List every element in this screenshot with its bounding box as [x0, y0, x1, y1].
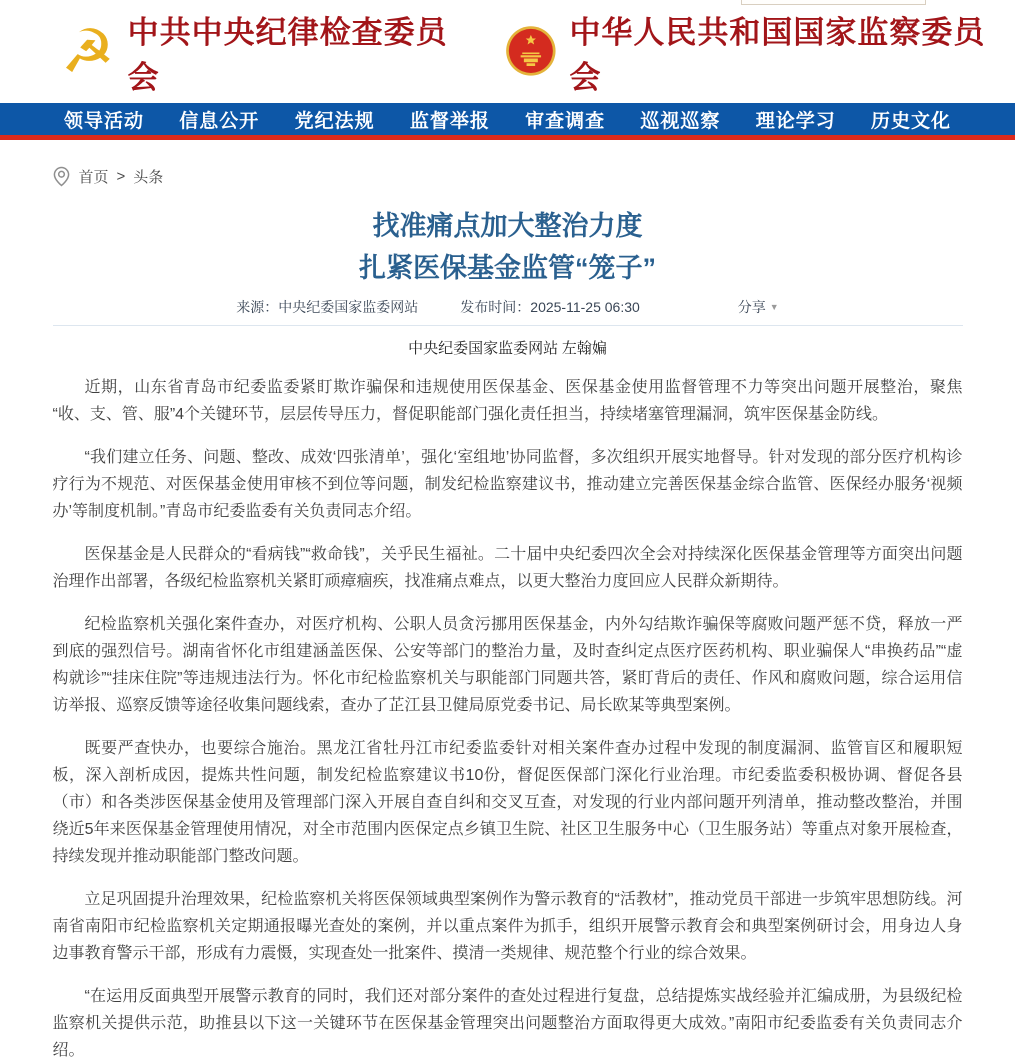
nav-item-theory-study[interactable]: 理论学习: [755, 110, 836, 132]
search-input[interactable]: [741, 0, 926, 5]
article-paragraph-3: 医保基金是人民群众的“看病钱”“救命钱”，关乎民生福祉。二十届中央纪委四次全会对持续深化医保基金管理等方面突出问题治理作出部署，各级纪检监察机关紧盯顽瘴痼疾，找准痛点难点，以更大整治力度回应人民群众新期待。: [52, 546, 963, 590]
breadcrumb-separator: >: [116, 168, 126, 185]
breadcrumb-current[interactable]: 头条: [133, 169, 164, 186]
publish-value: 2025-11-25 06:30: [530, 299, 640, 315]
nav-item-info-disclosure[interactable]: 信息公开: [179, 110, 260, 132]
location-pin-icon: [53, 166, 70, 187]
site-header: [0, 0, 1015, 103]
meta-divider: [53, 325, 963, 326]
nav-item-party-discipline[interactable]: 党纪法规: [294, 110, 375, 132]
article-title-line2: 扎紧医保基金监管“笼子”: [359, 253, 656, 283]
nsc-title: 中华人民共和国国家监察委员会: [569, 14, 986, 95]
article-title: [53, 205, 963, 289]
share-button[interactable]: [738, 297, 779, 317]
brand-ccdi[interactable]: [54, 7, 478, 97]
article-paragraph-7: “在运用反面典型开展警示教育的同时，我们还对部分案件的查处过程进行复盘，总结提炼实战经验并汇编成册，为县级纪检监察机关提供示范，助推县以下这一关键环节在医保基金管理突出问题整治方面取得更大成效。”南阳市纪委监委有关负责同志介绍。: [52, 988, 963, 1059]
article-source: [236, 297, 418, 317]
article-paragraph-2: “我们建立任务、问题、整改、成效‘四张清单’，强化‘室组地’协同监督，多次组织开展实地督导。针对发现的部分医疗机构诊疗行为不规范、对医保基金使用审核不到位等问题，制发纪检监察建议书，推动建立完善医保基金综合监管、医保经办服务‘视频办’等制度机制。”青岛市纪委监委有关负责同志介绍。: [52, 449, 963, 520]
article-paragraph-5: 既要严查快办，也要综合施治。黑龙江省牡丹江市纪委监委针对相关案件查办过程中发现的制度漏洞、监管盲区和履职短板，深入剖析成因，提炼共性问题，制发纪检监察建议书10份，督促医保部门深化行业治理。市纪委监委积极协调、督促各县（市）和各类涉医保基金使用及管理部门深入开展自查自纠和交叉互查，对发现的行业内部问题开列清单，推动整改整治，并围绕近5年来医保基金管理使用情况，对全市范围内医保定点乡镇卫生院、社区卫生服务中心（卫生服务站）等重点对象开展检查，持续发现并推动职能部门整改问题。: [52, 740, 963, 865]
source-label: 来源：: [236, 299, 279, 315]
national-emblem-icon: [504, 23, 558, 81]
share-label: 分享: [737, 299, 766, 315]
chevron-down-icon: ▼: [769, 302, 779, 312]
main-nav: [0, 103, 1015, 140]
nav-item-leader-activities[interactable]: 领导活动: [64, 110, 145, 132]
article-paragraph-1: 近期，山东省青岛市纪委监委紧盯欺诈骗保和违规使用医保基金、医保基金使用监督管理不力等突出问题开展整治，聚焦“收、支、管、服”4个关键环节，层层传导压力，督促职能部门强化责任担当，持续堵塞管理漏洞，筑牢医保基金防线。: [52, 379, 963, 423]
nav-item-history-culture[interactable]: 历史文化: [870, 110, 951, 132]
article-body: [53, 374, 963, 1064]
article-paragraph-4: 纪检监察机关强化案件查办，对医疗机构、公职人员贪污挪用医保基金，内外勾结欺诈骗保等腐败问题严惩不贷，释放一严到底的强烈信号。湖南省怀化市组建涵盖医保、公安等部门的整治力量，及时查纠定点医疗医药机构、职业骗保人“串换药品”“虚构就诊”“挂床住院”等违规违法行为。怀化市纪检监察机关与职能部门同题共答，紧盯背后的责任、作风和腐败问题，综合运用信访举报、巡察反馈等途径收集问题线索，查办了芷江县卫健局原党委书记、局长欧某等典型案例。: [52, 616, 963, 714]
breadcrumb-home[interactable]: 首页: [78, 169, 109, 186]
nav-item-inspection-tour[interactable]: 巡视巡察: [640, 110, 721, 132]
breadcrumb: [53, 166, 963, 187]
article-title-line1: 找准痛点加大整治力度: [372, 211, 643, 241]
brand-nsc[interactable]: [504, 7, 1015, 97]
article-byline: 中央纪委国家监委网站 左翰媥: [408, 341, 607, 357]
article-paragraph-6: 立足巩固提升治理效果，纪检监察机关将医保领域典型案例作为警示教育的“活教材”，推动党员干部进一步筑牢思想防线。河南省南阳市纪检监察机关定期通报曝光查处的案例，并以重点案件为抓手，组织开展警示教育会和典型案例研讨会，用身边人身边事教育警示干部，形成有力震慑，实现查处一批案件、摸清一类规律、规范整个行业的综合效果。: [52, 891, 963, 962]
ccdi-title: 中共中央纪律检查委员会: [127, 14, 448, 95]
source-value: 中央纪委国家监委网站: [278, 299, 419, 315]
party-emblem-icon: ☭: [60, 16, 115, 87]
publish-label: 发布时间：: [460, 299, 531, 315]
article-meta: [53, 297, 963, 317]
nav-item-supervision-report[interactable]: 监督举报: [409, 110, 490, 132]
publish-time: [460, 297, 640, 317]
article-container: [53, 166, 963, 1064]
nav-item-review-investigation[interactable]: 审查调查: [525, 110, 606, 132]
